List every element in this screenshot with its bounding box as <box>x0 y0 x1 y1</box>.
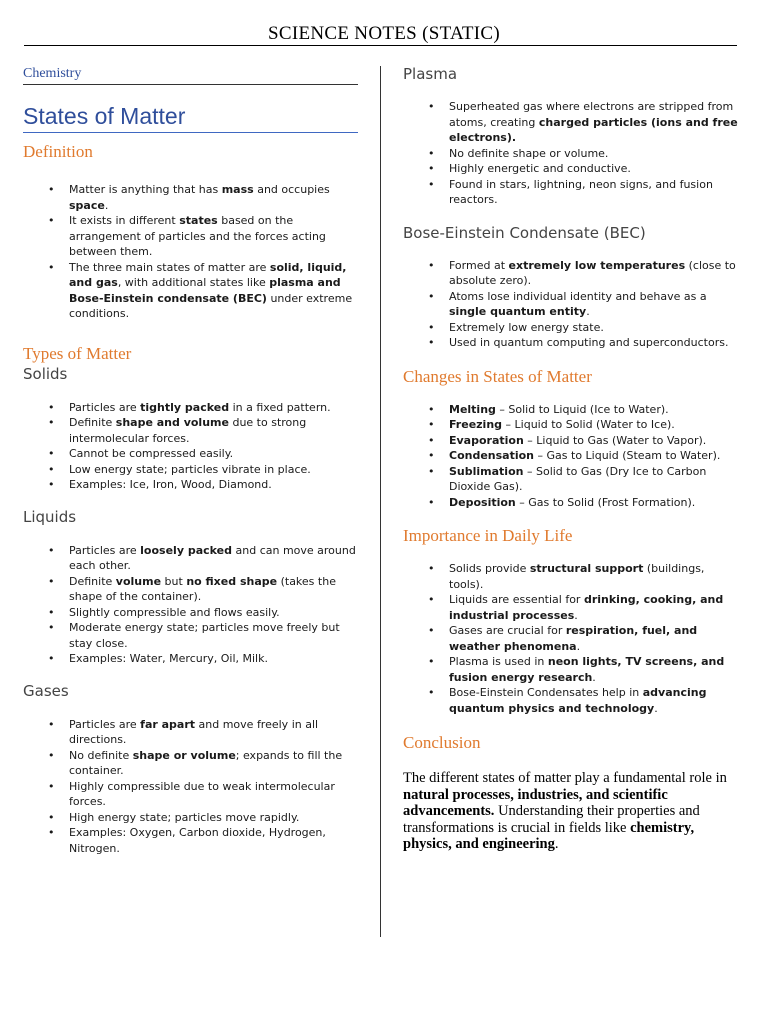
list-item: • Cannot be compressed easily. <box>23 446 358 462</box>
list-item: • Used in quantum computing and superconductors. <box>403 335 739 351</box>
list-item: • High energy state; particles move rapidly. <box>23 810 358 826</box>
list-item: • Low energy state; particles vibrate in place. <box>23 462 358 478</box>
list-item: • Examples: Oxygen, Carbon dioxide, Hydrogen, Nitrogen. <box>23 825 358 856</box>
list-item: • Solids provide structural support (buildings, tools). <box>403 561 739 592</box>
definition-heading: Definition <box>23 142 93 161</box>
list-item: • Highly compressible due to weak intermolecular forces. <box>23 779 358 810</box>
conclusion-text: The different states of matter play a fundamental role in natural processes, industries, and scientific advancements. Understanding their properties and transformations is crucial in fields like chemistry, physics, and engineering. <box>403 770 727 852</box>
liquids-list <box>23 543 358 667</box>
list-item: • Found in stars, lightning, neon signs, and fusion reactors. <box>403 177 739 208</box>
list-item: • Particles are loosely packed and can move around each other. <box>23 543 358 574</box>
importance-list <box>403 561 739 716</box>
gases-heading: Gases <box>23 681 69 700</box>
plasma-heading: Plasma <box>403 65 458 83</box>
left-column <box>23 60 358 856</box>
definition-list <box>23 182 358 322</box>
bec-heading: Bose-Einstein Condensate (BEC) <box>403 223 646 242</box>
list-item: • Gases are crucial for respiration, fuel, and weather phenomena. <box>403 623 739 654</box>
bec-list <box>403 258 739 351</box>
list-item: • Formed at extremely low temperatures (close to absolute zero). <box>403 258 739 289</box>
list-item: • Highly energetic and conductive. <box>403 161 739 177</box>
importance-heading: Importance in Daily Life <box>403 526 573 545</box>
list-item: • Condensation – Gas to Liquid (Steam to Water). <box>403 448 739 464</box>
right-column <box>403 60 739 853</box>
list-item: • Definite volume but no fixed shape (takes the shape of the container). <box>23 574 358 605</box>
list-item: • Liquids are essential for drinking, cooking, and industrial processes. <box>403 592 739 623</box>
list-item: • Bose-Einstein Condensates help in advancing quantum physics and technology. <box>403 685 739 716</box>
list-item: • Definite shape and volume due to strong intermolecular forces. <box>23 415 358 446</box>
list-item: • No definite shape or volume. <box>403 146 739 162</box>
list-item: • Sublimation – Solid to Gas (Dry Ice to Carbon Dioxide Gas). <box>403 464 739 495</box>
list-item: • Matter is anything that has mass and occupies space. <box>23 182 358 213</box>
list-item: • Melting – Solid to Liquid (Ice to Water). <box>403 402 739 418</box>
changes-heading: Changes in States of Matter <box>403 366 592 386</box>
list-item: • It exists in different states based on the arrangement of particles and the forces acting between them. <box>23 213 358 260</box>
types-heading: Types of Matter <box>23 343 132 363</box>
list-item: • Superheated gas where electrons are stripped from atoms, creating charged particles (ions and free electrons). <box>403 99 739 146</box>
list-item: • Particles are tightly packed in a fixed pattern. <box>23 400 358 416</box>
list-item: • Extremely low energy state. <box>403 320 739 336</box>
subject-label: Chemistry <box>23 60 358 85</box>
column-divider <box>380 66 381 937</box>
solids-heading: Solids <box>23 364 68 383</box>
list-item: • No definite shape or volume; expands to fill the container. <box>23 748 358 779</box>
list-item: • Atoms lose individual identity and behave as a single quantum entity. <box>403 289 739 320</box>
list-item: • Slightly compressible and flows easily. <box>23 605 358 621</box>
list-item: • Deposition – Gas to Solid (Frost Formation). <box>403 495 739 511</box>
liquids-heading: Liquids <box>23 507 77 526</box>
list-item: • The three main states of matter are solid, liquid, and gas, with additional states like plasma and Bose-Einstein condensate (BEC) under extreme conditions. <box>23 260 358 322</box>
list-item: • Freezing – Liquid to Solid (Water to Ice). <box>403 417 739 433</box>
list-item: • Examples: Ice, Iron, Wood, Diamond. <box>23 477 358 493</box>
header-rule <box>24 45 737 46</box>
list-item: • Plasma is used in neon lights, TV screens, and fusion energy research. <box>403 654 739 685</box>
list-item: • Moderate energy state; particles move freely but stay close. <box>23 620 358 651</box>
conclusion-heading: Conclusion <box>403 733 481 752</box>
list-item: • Evaporation – Liquid to Gas (Water to Vapor). <box>403 433 739 449</box>
gases-list <box>23 717 358 857</box>
list-item: • Examples: Water, Mercury, Oil, Milk. <box>23 651 358 667</box>
page-title: States of Matter <box>23 103 358 133</box>
list-item: • Particles are far apart and move freely in all directions. <box>23 717 358 748</box>
plasma-list <box>403 99 739 208</box>
solids-list <box>23 400 358 493</box>
page-header-title: SCIENCE NOTES (STATIC) <box>267 23 501 44</box>
changes-list <box>403 402 739 511</box>
